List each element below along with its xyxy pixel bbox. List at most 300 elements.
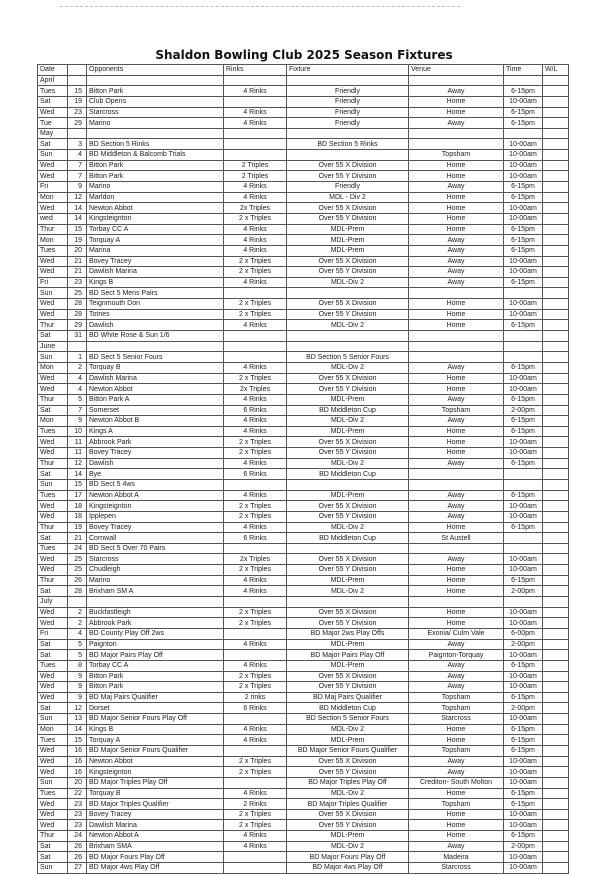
date-cell: 31: [68, 331, 87, 342]
opponent-cell: Bovey Tracey: [87, 522, 224, 533]
fixture-row: [38, 639, 569, 650]
day-cell: Wed: [38, 746, 68, 757]
fixture-cell: BD Maj Pairs Qualifier: [287, 692, 409, 703]
rinks-cell: 4 Rinks: [224, 235, 287, 246]
rinks-cell: 4 Rinks: [224, 224, 287, 235]
opponent-cell: BD Middleton & Balcomb Trials: [87, 150, 224, 161]
result-cell: [543, 479, 569, 490]
day-cell: Wed: [38, 256, 68, 267]
day-cell: Sat: [38, 650, 68, 661]
header-fixture: Fixture: [287, 65, 409, 76]
opponent-cell: BD Major Triples Qualifier: [87, 799, 224, 810]
opponent-cell: Kingsteignton: [87, 213, 224, 224]
venue-cell: [409, 543, 504, 554]
venue-cell: Home: [409, 448, 504, 459]
venue-cell: Home: [409, 107, 504, 118]
opponent-cell: Torquay B: [87, 788, 224, 799]
venue-cell: Away: [409, 511, 504, 522]
date-cell: 9: [68, 182, 87, 193]
day-cell: Wed: [38, 171, 68, 182]
fixture-row: [38, 607, 569, 618]
time-cell: 6-00pm: [504, 628, 543, 639]
opponent-cell: Bye: [87, 469, 224, 480]
fixture-cell: MDL-Div 2: [287, 522, 409, 533]
fixture-cell: [287, 150, 409, 161]
result-cell: [543, 671, 569, 682]
time-cell: [504, 331, 543, 342]
fixture-row: [38, 820, 569, 831]
top-edge-line: [60, 6, 460, 7]
rinks-cell: 4 Rinks: [224, 458, 287, 469]
venue-cell: Home: [409, 724, 504, 735]
date-cell: 27: [68, 863, 87, 874]
result-cell: [543, 735, 569, 746]
venue-cell: Away: [409, 245, 504, 256]
result-cell: [543, 437, 569, 448]
day-cell: Sat: [38, 639, 68, 650]
result-cell: [543, 426, 569, 437]
fixture-row: [38, 756, 569, 767]
header-time: Time: [504, 65, 543, 76]
time-cell: 10-00am: [504, 777, 543, 788]
rinks-cell: 2 x Triples: [224, 820, 287, 831]
day-cell: Wed: [38, 682, 68, 693]
fixture-cell: Over 55 Y Division: [287, 171, 409, 182]
date-cell: 21: [68, 533, 87, 544]
result-cell: [543, 586, 569, 597]
day-cell: Wed: [38, 767, 68, 778]
date-cell: 9: [68, 671, 87, 682]
fixture-row: [38, 362, 569, 373]
time-cell: 6-15pm: [504, 746, 543, 757]
venue-cell: Home: [409, 160, 504, 171]
rinks-cell: 4 Rinks: [224, 320, 287, 331]
day-cell: wed: [38, 213, 68, 224]
opponent-cell: BD Major Triples Play Off: [87, 777, 224, 788]
time-cell: [504, 533, 543, 544]
fixture-cell: Friendly: [287, 107, 409, 118]
month-label: June: [38, 341, 68, 352]
time-cell: 6-15pm: [504, 362, 543, 373]
date-cell: 15: [68, 735, 87, 746]
opponent-cell: BD White Rose & Sun 1/6: [87, 331, 224, 342]
date-cell: 26: [68, 852, 87, 863]
day-cell: Tues: [38, 86, 68, 97]
opponent-cell: Dawlish: [87, 320, 224, 331]
day-cell: Thur: [38, 831, 68, 842]
opponent-cell: Dawlish Marina: [87, 373, 224, 384]
fixture-row: [38, 426, 569, 437]
time-cell: 6-15pm: [504, 426, 543, 437]
day-cell: Sun: [38, 714, 68, 725]
venue-cell: Away: [409, 660, 504, 671]
date-cell: 28: [68, 586, 87, 597]
day-cell: Tues: [38, 426, 68, 437]
fixture-row: [38, 682, 569, 693]
fixtures-body: [38, 75, 569, 873]
result-cell: [543, 820, 569, 831]
time-cell: 10-00am: [504, 607, 543, 618]
day-cell: Sat: [38, 139, 68, 150]
venue-cell: Home: [409, 426, 504, 437]
rinks-cell: [224, 288, 287, 299]
result-cell: [543, 245, 569, 256]
rinks-cell: 2 x Triples: [224, 373, 287, 384]
rinks-cell: [224, 852, 287, 863]
venue-cell: Away: [409, 767, 504, 778]
day-cell: Wed: [38, 107, 68, 118]
rinks-cell: [224, 714, 287, 725]
opponent-cell: Torbay CC A: [87, 224, 224, 235]
date-cell: 14: [68, 213, 87, 224]
venue-cell: [409, 288, 504, 299]
date-cell: 2: [68, 607, 87, 618]
result-cell: [543, 362, 569, 373]
time-cell: 10-00am: [504, 618, 543, 629]
venue-cell: Away: [409, 458, 504, 469]
time-cell: 6-15pm: [504, 660, 543, 671]
fixture-row: [38, 671, 569, 682]
fixture-cell: Over 55 Y Division: [287, 682, 409, 693]
rinks-cell: [224, 650, 287, 661]
time-cell: 10-00am: [504, 213, 543, 224]
fixture-row: [38, 235, 569, 246]
fixture-row: [38, 831, 569, 842]
result-cell: [543, 852, 569, 863]
day-cell: Thur: [38, 224, 68, 235]
result-cell: [543, 469, 569, 480]
result-cell: [543, 788, 569, 799]
time-cell: 10-00am: [504, 511, 543, 522]
rinks-cell: 4 Rinks: [224, 724, 287, 735]
day-cell: Tue: [38, 118, 68, 129]
date-cell: 13: [68, 714, 87, 725]
opponent-cell: Bovey Tracey: [87, 448, 224, 459]
day-cell: Sun: [38, 288, 68, 299]
fixture-cell: Over 55 X Division: [287, 203, 409, 214]
fixture-cell: Over 55 X Division: [287, 756, 409, 767]
result-cell: [543, 331, 569, 342]
time-cell: 6-15pm: [504, 182, 543, 193]
fixture-cell: MDL-Prem: [287, 639, 409, 650]
result-cell: [543, 767, 569, 778]
month-row: [38, 597, 569, 608]
fixture-row: [38, 565, 569, 576]
rinks-cell: 2 Rinks: [224, 799, 287, 810]
day-cell: Sun: [38, 352, 68, 363]
result-cell: [543, 575, 569, 586]
venue-cell: Topsham: [409, 405, 504, 416]
fixture-cell: Over 55 Y Division: [287, 384, 409, 395]
opponent-cell: Starcross: [87, 554, 224, 565]
opponent-cell: BD Section 5 Rinks: [87, 139, 224, 150]
time-cell: 10-00am: [504, 139, 543, 150]
time-cell: 10-00am: [504, 756, 543, 767]
fixture-row: [38, 309, 569, 320]
result-cell: [543, 86, 569, 97]
rinks-cell: 2 rinks: [224, 692, 287, 703]
rinks-cell: [224, 746, 287, 757]
date-cell: 26: [68, 841, 87, 852]
date-cell: 24: [68, 831, 87, 842]
date-cell: 18: [68, 511, 87, 522]
venue-cell: Crediton- South Molton: [409, 777, 504, 788]
date-cell: 12: [68, 703, 87, 714]
result-cell: [543, 511, 569, 522]
rinks-cell: 4 Rinks: [224, 831, 287, 842]
result-cell: [543, 692, 569, 703]
venue-cell: Home: [409, 224, 504, 235]
month-label: April: [38, 75, 68, 86]
rinks-cell: 4 Rinks: [224, 735, 287, 746]
result-cell: [543, 746, 569, 757]
rinks-cell: [224, 150, 287, 161]
fixture-row: [38, 331, 569, 342]
opponent-cell: Newton Abbot B: [87, 416, 224, 427]
day-cell: Wed: [38, 267, 68, 278]
venue-cell: Home: [409, 171, 504, 182]
fixture-cell: Over 55 Y Division: [287, 565, 409, 576]
fixture-cell: MDL-Prem: [287, 660, 409, 671]
fixture-cell: MDL-Div 2: [287, 362, 409, 373]
day-cell: Wed: [38, 565, 68, 576]
time-cell: 6-15pm: [504, 799, 543, 810]
venue-cell: Home: [409, 820, 504, 831]
result-cell: [543, 756, 569, 767]
venue-cell: Away: [409, 362, 504, 373]
date-cell: 7: [68, 405, 87, 416]
time-cell: 6-15pm: [504, 575, 543, 586]
month-row: [38, 341, 569, 352]
fixture-cell: Over 55 Y Division: [287, 267, 409, 278]
fixture-row: [38, 267, 569, 278]
rinks-cell: 2 Triples: [224, 160, 287, 171]
day-cell: Wed: [38, 448, 68, 459]
fixture-cell: Over 55 X Division: [287, 437, 409, 448]
rinks-cell: 2 x Triples: [224, 671, 287, 682]
rinks-cell: 4 Rinks: [224, 788, 287, 799]
rinks-cell: 6 Rinks: [224, 469, 287, 480]
time-cell: 2-00pm: [504, 703, 543, 714]
opponent-cell: Brixham SMA: [87, 841, 224, 852]
date-cell: 23: [68, 107, 87, 118]
day-cell: Sun: [38, 777, 68, 788]
rinks-cell: 2 x Triples: [224, 767, 287, 778]
rinks-cell: 2 x Triples: [224, 213, 287, 224]
opponent-cell: Bitton Park: [87, 86, 224, 97]
result-cell: [543, 714, 569, 725]
day-cell: Tues: [38, 788, 68, 799]
time-cell: 6-15pm: [504, 245, 543, 256]
result-cell: [543, 703, 569, 714]
fixture-cell: MDL-Prem: [287, 224, 409, 235]
time-cell: [504, 543, 543, 554]
venue-cell: Home: [409, 437, 504, 448]
day-cell: Mon: [38, 362, 68, 373]
time-cell: 10-00am: [504, 809, 543, 820]
opponent-cell: BD County Play Off 2ws: [87, 628, 224, 639]
rinks-cell: 4 Rinks: [224, 245, 287, 256]
day-cell: Mon: [38, 724, 68, 735]
result-cell: [543, 288, 569, 299]
fixture-row: [38, 586, 569, 597]
result-cell: [543, 777, 569, 788]
date-cell: 9: [68, 692, 87, 703]
fixture-row: [38, 543, 569, 554]
fixture-cell: MDL-Div 2: [287, 788, 409, 799]
fixture-cell: [287, 331, 409, 342]
fixture-row: [38, 224, 569, 235]
result-cell: [543, 799, 569, 810]
fixture-row: [38, 405, 569, 416]
rinks-cell: 2x Triples: [224, 554, 287, 565]
venue-cell: Home: [409, 788, 504, 799]
venue-cell: Home: [409, 735, 504, 746]
time-cell: 6-15pm: [504, 320, 543, 331]
day-cell: Wed: [38, 671, 68, 682]
date-cell: 10: [68, 426, 87, 437]
fixture-row: [38, 618, 569, 629]
time-cell: 6-15pm: [504, 788, 543, 799]
day-cell: Sun: [38, 863, 68, 874]
opponent-cell: BD Major Fours Play Off: [87, 852, 224, 863]
fixture-cell: Over 55 Y Division: [287, 767, 409, 778]
day-cell: Wed: [38, 501, 68, 512]
fixture-row: [38, 86, 569, 97]
rinks-cell: 4 Rinks: [224, 841, 287, 852]
day-cell: Sat: [38, 469, 68, 480]
day-cell: Tues: [38, 543, 68, 554]
day-cell: Sun: [38, 479, 68, 490]
rinks-cell: 2x Triples: [224, 203, 287, 214]
rinks-cell: [224, 352, 287, 363]
result-cell: [543, 533, 569, 544]
day-cell: Tues: [38, 660, 68, 671]
fixture-row: [38, 660, 569, 671]
venue-cell: Home: [409, 809, 504, 820]
fixture-row: [38, 150, 569, 161]
result-cell: [543, 565, 569, 576]
date-cell: 20: [68, 245, 87, 256]
result-cell: [543, 267, 569, 278]
fixture-row: [38, 799, 569, 810]
date-cell: 14: [68, 724, 87, 735]
opponent-cell: Kings B: [87, 277, 224, 288]
fixture-cell: Over 55 Y Division: [287, 309, 409, 320]
rinks-cell: 2 x Triples: [224, 256, 287, 267]
fixture-cell: BD Major Fours Play Off: [287, 852, 409, 863]
time-cell: 6-15pm: [504, 235, 543, 246]
opponent-cell: Club Opens: [87, 96, 224, 107]
opponent-cell: Totnes: [87, 309, 224, 320]
rinks-cell: 2x Triples: [224, 384, 287, 395]
opponent-cell: Chudleigh: [87, 565, 224, 576]
fixture-cell: Friendly: [287, 118, 409, 129]
date-cell: 18: [68, 501, 87, 512]
day-cell: Sat: [38, 586, 68, 597]
fixture-cell: BD Section 5 Senior Fours: [287, 714, 409, 725]
venue-cell: Home: [409, 575, 504, 586]
day-cell: Thur: [38, 458, 68, 469]
day-cell: Sat: [38, 96, 68, 107]
day-cell: Thur: [38, 522, 68, 533]
date-cell: 16: [68, 746, 87, 757]
result-cell: [543, 150, 569, 161]
fixture-row: [38, 852, 569, 863]
opponent-cell: Newton Abbot: [87, 384, 224, 395]
opponent-cell: Marina: [87, 245, 224, 256]
date-cell: 29: [68, 118, 87, 129]
date-cell: 11: [68, 437, 87, 448]
fixture-row: [38, 448, 569, 459]
rinks-cell: 4 Rinks: [224, 575, 287, 586]
opponent-cell: Abbrook Park: [87, 618, 224, 629]
time-cell: 6-15pm: [504, 724, 543, 735]
time-cell: 2-00pm: [504, 841, 543, 852]
day-cell: Sat: [38, 703, 68, 714]
venue-cell: Away: [409, 118, 504, 129]
venue-cell: Home: [409, 522, 504, 533]
rinks-cell: 4 Rinks: [224, 362, 287, 373]
date-cell: 7: [68, 171, 87, 182]
result-cell: [543, 682, 569, 693]
venue-cell: Away: [409, 756, 504, 767]
result-cell: [543, 394, 569, 405]
day-cell: Fri: [38, 182, 68, 193]
fixture-row: [38, 479, 569, 490]
venue-cell: [409, 139, 504, 150]
rinks-cell: 4 Rinks: [224, 86, 287, 97]
fixture-cell: Over 55 Y Division: [287, 618, 409, 629]
fixture-row: [38, 203, 569, 214]
time-cell: 10-00am: [504, 150, 543, 161]
result-cell: [543, 639, 569, 650]
time-cell: 6-15pm: [504, 831, 543, 842]
result-cell: [543, 607, 569, 618]
venue-cell: Home: [409, 373, 504, 384]
time-cell: 10-00am: [504, 299, 543, 310]
fixture-row: [38, 777, 569, 788]
fixture-cell: Over 55 X Division: [287, 373, 409, 384]
date-cell: 16: [68, 767, 87, 778]
month-row: [38, 128, 569, 139]
date-cell: 23: [68, 799, 87, 810]
result-cell: [543, 373, 569, 384]
date-cell: 15: [68, 224, 87, 235]
opponent-cell: Marldon: [87, 192, 224, 203]
date-cell: 25: [68, 554, 87, 565]
fixture-row: [38, 394, 569, 405]
date-cell: 19: [68, 235, 87, 246]
time-cell: 6-15pm: [504, 490, 543, 501]
fixture-cell: Over 55 Y Division: [287, 448, 409, 459]
date-cell: 21: [68, 267, 87, 278]
time-cell: [504, 288, 543, 299]
fixture-row: [38, 277, 569, 288]
fixture-row: [38, 384, 569, 395]
day-cell: Sat: [38, 331, 68, 342]
header-date: Date: [38, 65, 68, 76]
fixture-row: [38, 767, 569, 778]
header-venue: Venue: [409, 65, 504, 76]
fixture-cell: Over 55 Y Division: [287, 511, 409, 522]
opponent-cell: Bitton Park: [87, 171, 224, 182]
opponent-cell: BD Maj Pairs Qualifier: [87, 692, 224, 703]
fixture-cell: MDL-Div 2: [287, 724, 409, 735]
fixture-row: [38, 213, 569, 224]
result-cell: [543, 235, 569, 246]
fixture-row: [38, 841, 569, 852]
